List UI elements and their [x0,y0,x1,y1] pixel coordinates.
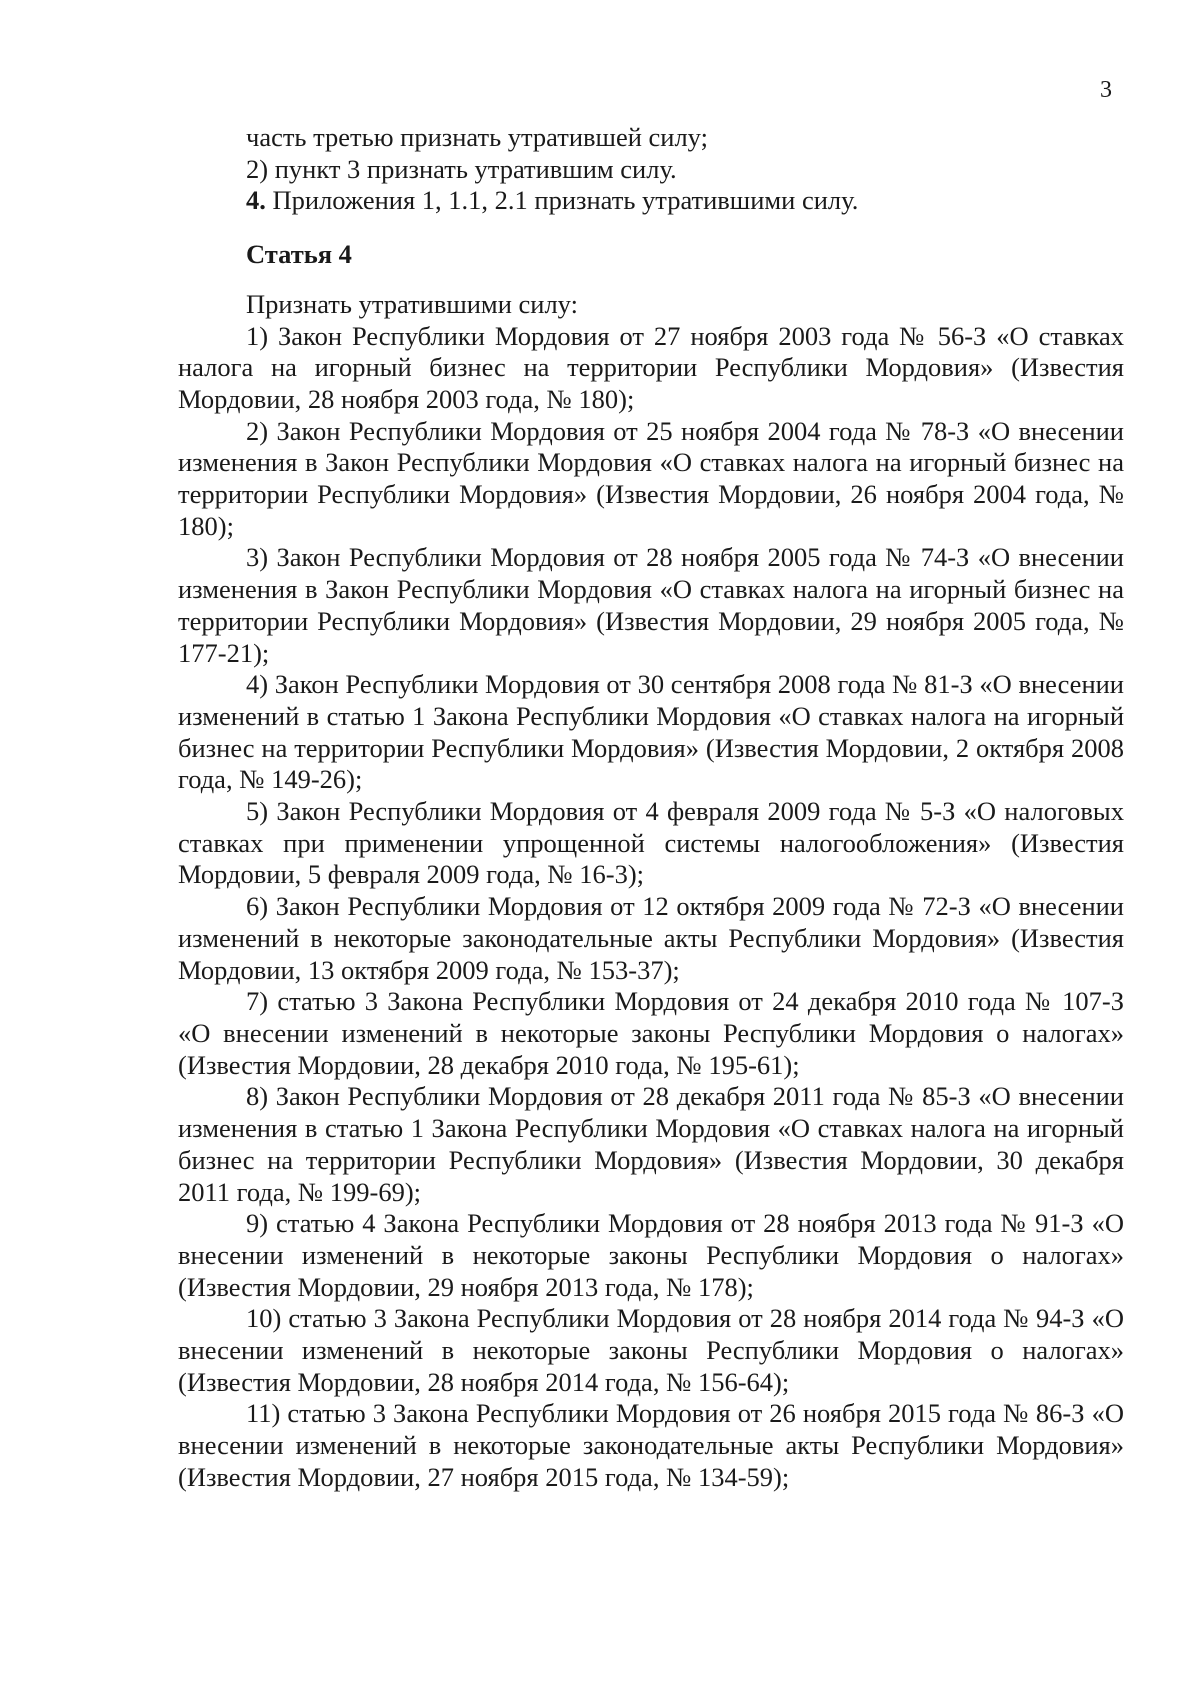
document-body [178,122,1124,1494]
article-intro: Признать утратившими силу: [246,288,578,319]
list-item: 7) статью 3 Закона Республики Мордовия от 24 декабря 2010 года № 107-З «О внесении изменений в некоторые законы Республики Мордовия о налогах» (Известия Мордовии, 28 декабря 2010 года, № 195-61); [178,986,1124,1080]
page-number: 3 [1100,77,1112,103]
paragraph-point-4 [178,185,1124,217]
point-number: 4. [246,185,266,216]
point-text: Приложения 1, 1.1, 2.1 признать утратившими силу. [265,185,859,216]
list-item: 8) Закон Республики Мордовия от 28 декабря 2011 года № 85-З «О внесении изменения в статью 1 Закона Республики Мордовия «О ставках налога на игорный бизнес на территории Республики Мордовия» (Известия Мордовии, 30 декабря 2011 года, № 199-69); [178,1081,1124,1207]
list-item: 9) статью 4 Закона Республики Мордовия от 28 ноября 2013 года № 91-З «О внесении изменений в некоторые законы Республики Мордовия о налогах» (Известия Мордовии, 29 ноября 2013 года, № 178); [178,1208,1124,1302]
list-item: 1) Закон Республики Мордовия от 27 ноября 2003 года № 56-З «О ставках налога на игорный бизнес на территории Республики Мордовия» (Известия Мордовии, 28 ноября 2003 года, № 180); [178,320,1124,414]
list-item: 10) статью 3 Закона Республики Мордовия от 28 ноября 2014 года № 94-З «О внесении изменений в некоторые законы Республики Мордовия о налогах» (Известия Мордовии, 28 ноября 2014 года, № 156-64); [178,1303,1124,1397]
list-item: 6) Закон Республики Мордовия от 12 октября 2009 года № 72-З «О внесении изменений в некоторые законодательные акты Республики Мордовия» (Известия Мордовии, 13 октября 2009 года, № 153-37); [178,891,1124,985]
article-heading: Статья 4 [246,239,352,270]
paragraph-item-2: 2) пункт 3 признать утратившим силу. [246,153,677,184]
list-item: 5) Закон Республики Мордовия от 4 февраля 2009 года № 5-З «О налоговых ставках при применении упрощенной системы налогообложения» (Известия Мордовии, 5 февраля 2009 года, № 16-3); [178,796,1124,890]
paragraph-part-three: часть третью признать утратившей силу; [246,122,708,152]
list-item: 2) Закон Республики Мордовия от 25 ноября 2004 года № 78-З «О внесении изменения в Закон Республики Мордовия «О ставках налога на игорный бизнес на территории Республики Мордовия» (Известия Мордовии, 26 ноября 2004 года, № 180); [178,415,1124,541]
list-item: 11) статью 3 Закона Республики Мордовия от 26 ноября 2015 года № 86-З «О внесении изменений в некоторые законодательные акты Республики Мордовия» (Известия Мордовии, 27 ноября 2015 года, № 134-59); [178,1398,1124,1492]
list-item: 4) Закон Республики Мордовия от 30 сентября 2008 года № 81-З «О внесении изменений в статью 1 Закона Республики Мордовия «О ставках налога на игорный бизнес на территории Республики Мордовия» (Известия Мордовии, 2 октября 2008 года, № 149-26); [178,669,1124,795]
list-item: 3) Закон Республики Мордовия от 28 ноября 2005 года № 74-З «О внесении изменения в Закон Республики Мордовия «О ставках налога на игорный бизнес на территории Республики Мордовия» (Известия Мордовии, 29 ноября 2005 года, № 177-21); [178,542,1124,668]
